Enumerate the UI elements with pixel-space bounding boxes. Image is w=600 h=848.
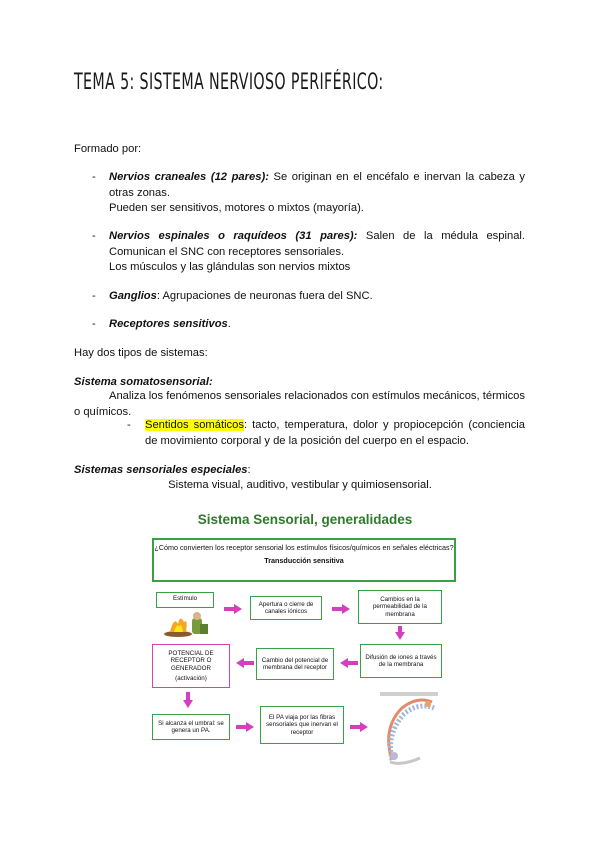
systems-intro: Hay dos tipos de sistemas:: [74, 347, 208, 359]
arrow-down: [183, 700, 193, 708]
list-item-receptores: [109, 317, 525, 333]
special-heading: [74, 463, 251, 479]
arrow-shaft: [350, 725, 360, 729]
term-spinal: Nervios espinales o raquídeos (31 pares): [109, 230, 354, 242]
heading-sep: :: [247, 464, 251, 476]
arrow-right: [246, 722, 254, 732]
box-apertura: [250, 596, 322, 620]
term-cranial: Nervios craneales (12 pares): [109, 171, 266, 183]
potencial-label: POTENCIAL DE RECEPTOR O GENERADOR: [168, 649, 214, 672]
item-extra: Los músculos y las glándulas son nervios mixtos: [109, 261, 351, 273]
box-difusion: [360, 644, 442, 678]
list-dash: -: [92, 230, 96, 242]
activacion-label: (activación): [175, 675, 207, 682]
somato-text: Analiza los fenómenos sensoriales relacionados con estímulos mecánicos, térmicos o químicos.: [74, 390, 526, 418]
list-dash: -: [92, 290, 96, 302]
arrow-right: [360, 722, 368, 732]
list-item-cranial: [109, 170, 525, 217]
arrow-right: [234, 604, 242, 614]
arrow-right: [342, 604, 350, 614]
list-item-ganglios: [109, 289, 525, 305]
list-dash: -: [92, 318, 96, 330]
term-sep: :: [156, 290, 160, 302]
term-sep: :: [265, 171, 269, 183]
item-extra: Pueden ser sensitivos, motores o mixtos (mayoría).: [109, 202, 364, 214]
box-estimulo: [156, 592, 214, 608]
estimulo-label: Estímulo: [172, 595, 198, 602]
arrow-shaft: [244, 661, 254, 665]
heading-sep: :: [208, 376, 213, 388]
campfire-icon: [158, 610, 210, 638]
item-text: Agrupaciones de neuronas fuera del SNC.: [159, 290, 373, 302]
sensory-diagram: [140, 512, 470, 772]
box-cambios: [358, 590, 442, 624]
question-text: ¿Cómo convierten los receptor sensorial los estímulos físicos/químicos en señales eléctricas?: [154, 543, 454, 552]
page-title: TEMA 5: SISTEMA NERVIOSO PERIFÉRICO:: [74, 70, 384, 95]
item-text: Se originan en el encéfalo e inervan la cabeza y otras zonas.: [109, 171, 526, 199]
apertura-label: Apertura o cierre de canales iónicos: [258, 600, 314, 615]
difusion-label: Difusión de iones a través de la membrana: [365, 653, 437, 668]
sub-dash: -: [127, 419, 131, 431]
box-potencial: [152, 644, 230, 688]
arrow-shaft: [186, 692, 190, 700]
list-item-spinal: [109, 229, 525, 276]
special-text: Sistema visual, auditivo, vestibular y quimiosensorial.: [168, 479, 432, 491]
pa-label: El PA viaja por las fibras sensoriales que inervan el receptor: [266, 713, 338, 736]
arrow-left: [236, 658, 244, 668]
umbral-label: Si alcanza el umbral: se genera un PA.: [158, 719, 224, 734]
arrow-shaft: [332, 607, 342, 611]
arrow-shaft: [236, 725, 246, 729]
arrow-left: [340, 658, 348, 668]
item-text: Salen de la médula espinal. Comunican el SNC con receptores sensoriales.: [109, 230, 526, 258]
box-cambio-potencial: [256, 648, 334, 680]
somato-sub: [145, 418, 525, 449]
term-receptores: Receptores sensitivos: [109, 318, 228, 330]
cambio-pot-label: Cambio del potencial de membrana del receptor: [261, 656, 329, 671]
intro-text: Formado por:: [74, 143, 142, 155]
arrow-shaft: [224, 607, 234, 611]
highlight-somaticos: Sentidos somáticos: [145, 419, 244, 431]
list-dash: -: [92, 171, 96, 183]
diagram-title: Sistema Sensorial, generalidades: [197, 512, 413, 527]
cambios-label: Cambios en la permeabilidad de la membrana: [372, 595, 427, 618]
somato-heading-text: Sistema somatosensorial: [74, 376, 209, 388]
question-box: [152, 538, 456, 582]
term-sep: :: [353, 230, 358, 242]
sub-text: : tacto, temperatura, dolor y propiocepción (conciencia de movimiento corporal y de la posición del cuerpo en el espacio.: [145, 419, 525, 447]
sensory-neuron-illustration: [372, 688, 444, 770]
special-heading-text: Sistemas sensoriales especiales: [74, 464, 248, 476]
arrow-shaft: [348, 661, 358, 665]
box-umbral: [152, 714, 230, 740]
term-sep: .: [227, 318, 231, 330]
arrow-down: [395, 632, 405, 640]
box-pa: [260, 706, 344, 744]
transduction-text: Transducción sensitiva: [264, 556, 344, 565]
term-ganglios: Ganglios: [109, 290, 157, 302]
